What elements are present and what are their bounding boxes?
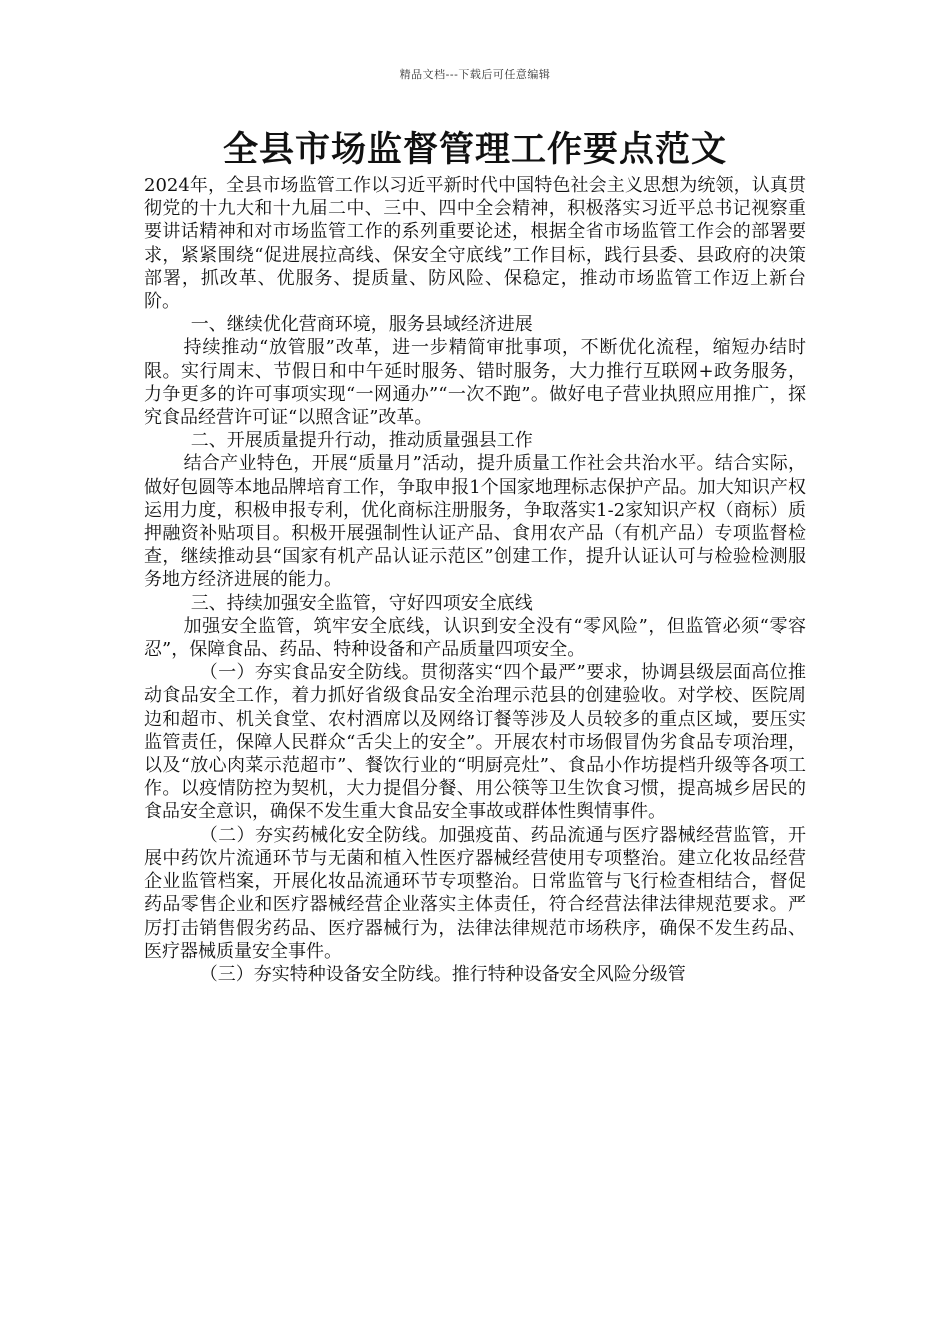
- section-heading-1: 一、继续优化营商环境，服务县域经济进展: [190, 314, 533, 336]
- header-note: 精品文档---下载后可任意编辑: [399, 68, 551, 81]
- document-body: [144, 174, 806, 986]
- section-heading-2: 二、开展质量提升行动，推动质量强县工作: [190, 430, 533, 452]
- intro-paragraph: 2024年，全县市场监管工作以习近平新时代中国特色社会主义思想为统领，认真贯彻党的十九大和十九届二中、三中、四中全会精神，积极落实习近平总书记视察重要讲话精神和对市场监管工作的系列重要论述，根据全省市场监管工作会的部署要求，紧紧围绕“促进展拉高线、保安全守底线”工作目标，践行县委、县政府的决策部署，抓改革、优服务、提质量、防风险、保稳定，推动市场监管工作迈上新台阶。: [144, 175, 806, 313]
- section-paragraph-2: 结合产业特色，开展“质量月”活动，提升质量工作社会共治水平。结合实际，做好包圆等本地品牌培育工作，争取申报1个国家地理标志保护产品。加大知识产权运用力度，积极申报专利，优化商标注册服务，争取落实1-2家知识产权（商标）质押融资补贴项目。积极开展强制性认证产品、食用农产品（有机产品）专项监督检查，继续推动县“国家有机产品认证示范区”创建工作，提升认证认可与检验检测服务地方经济进展的能力。: [144, 453, 806, 591]
- section-heading-3: 三、持续加强安全监管，守好四项安全底线: [190, 592, 533, 614]
- subsection-special-equipment-safety: （三）夯实特种设备安全防线。推行特种设备安全风险分级管: [199, 963, 686, 985]
- subsection-drug-device-safety: （二）夯实药械化安全防线。加强疫苗、药品流通与医疗器械经营监管，开展中药饮片流通环节与无菌和植入性医疗器械经营使用专项整治。建立化妆品经营企业监管档案，开展化妆品流通环节专项整治。日常监管与飞行检查相结合，督促药品零售企业和医疗器械经营企业落实主体责任，符合经营法律法律规范要求。严厉打击销售假劣药品、医疗器械行为，法律法律规范市场秩序，确保不发生药品、医疗器械质量安全事件。: [144, 824, 806, 962]
- section-paragraph-1: 持续推动“放管服”改革，进一步精简审批事项，不断优化流程，缩短办结时限。实行周末、节假日和中午延时服务、错时服务，大力推行互联网+政务服务，力争更多的许可事项实现“一网通办”“一次不跑”。做好电子营业执照应用推广，探究食品经营许可证“以照含证”改革。: [144, 337, 806, 429]
- document-title: 全县市场监督管理工作要点范文: [222, 130, 727, 170]
- subsection-food-safety: （一）夯实食品安全防线。贯彻落实“四个最严”要求，协调县级层面高位推动食品安全工作，着力抓好省级食品安全治理示范县的创建验收。对学校、医院周边和超市、机关食堂、农村酒席以及网络订餐等涉及人员较多的重点区域，要压实监管责任，保障人民群众“舌尖上的安全”。开展农村市场假冒伪劣食品专项治理，以及“放心肉菜示范超市”、餐饮行业的“明厨亮灶”、食品小作坊提档升级等各项工作。以疫情防控为契机，大力提倡分餐、用公筷等卫生饮食习惯，提高城乡居民的食品安全意识，确保不发生重大食品安全事故或群体性舆情事件。: [144, 662, 806, 823]
- section-paragraph-3: 加强安全监管，筑牢安全底线，认识到安全没有“零风险”，但监管必须“零容忍”，保障食品、药品、特种设备和产品质量四项安全。: [144, 615, 806, 661]
